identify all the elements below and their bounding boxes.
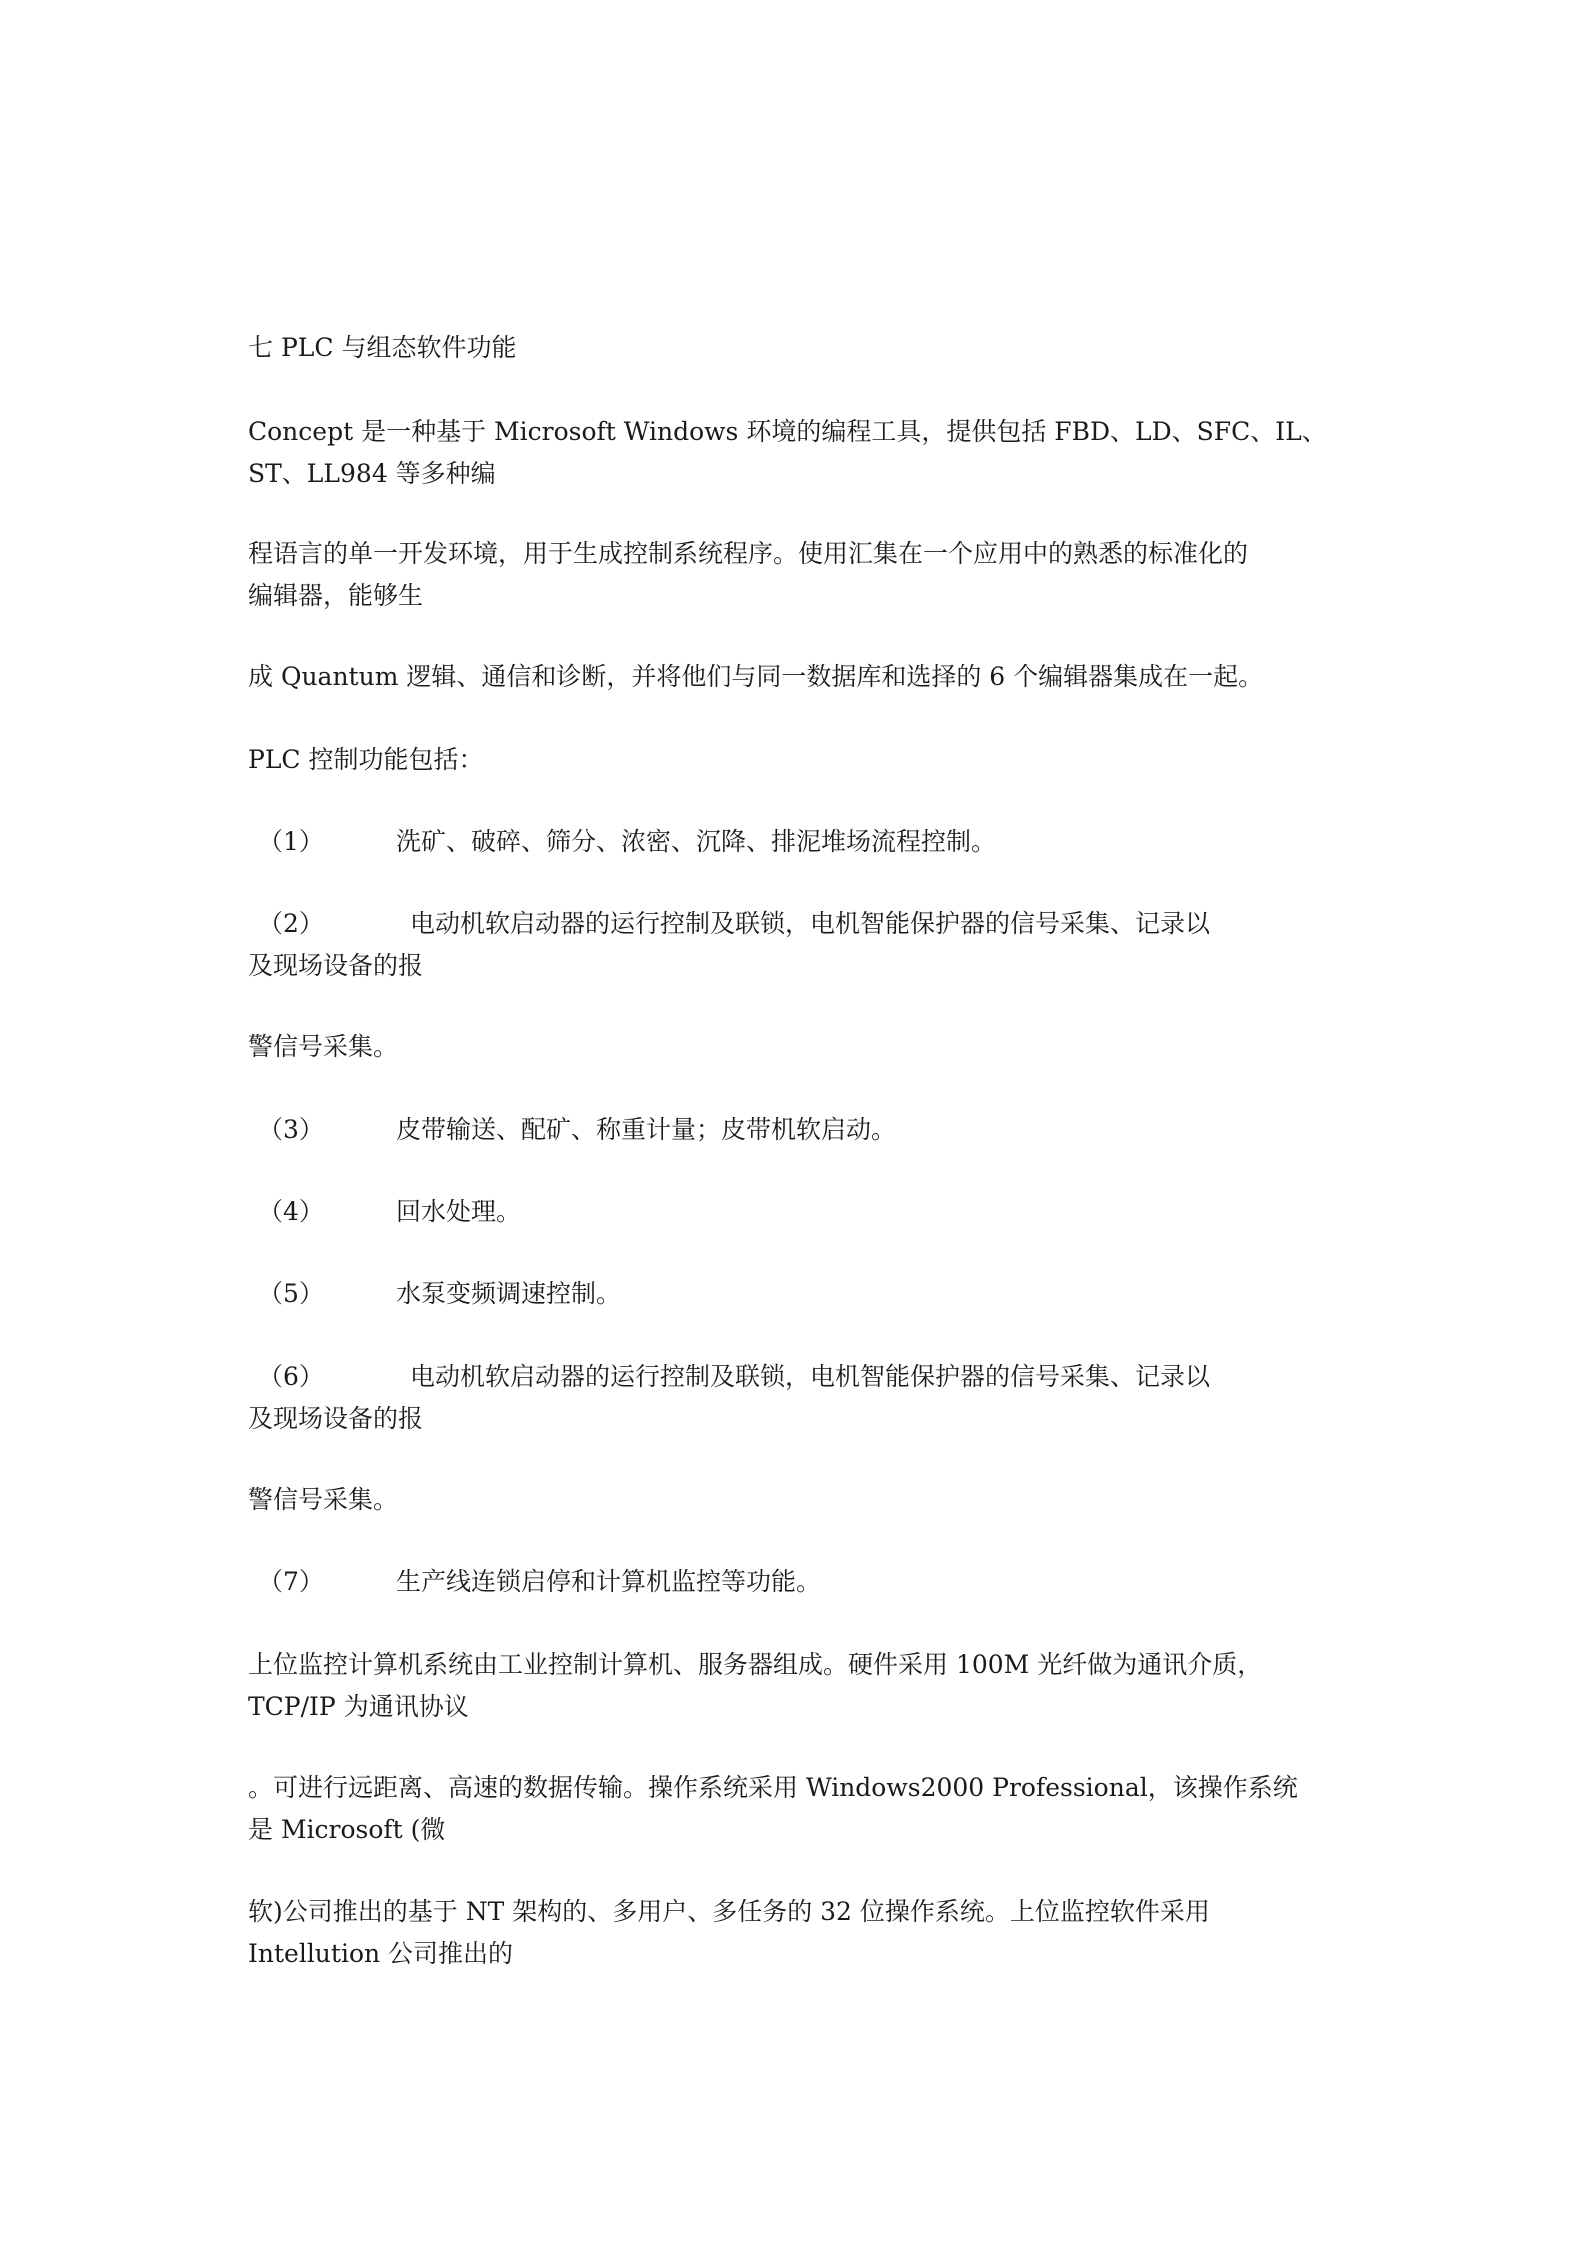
list-item [248, 1355, 1358, 1399]
list-item-text: 电动机软启动器的运行控制及联锁，电机智能保护器的信号采集、记录以 [410, 909, 1211, 938]
paragraph-3: 成 Quantum 逻辑、通信和诊断，并将他们与同一数据库和选择的 6 个编辑器集成在一起。 [248, 662, 1264, 691]
list-item-number: （6） [258, 1362, 324, 1391]
list-item [248, 1272, 1358, 1316]
list-item [248, 1190, 1358, 1234]
list-item-continuation: 警信号采集。 [248, 1485, 399, 1514]
list-item-number: （3） [258, 1115, 324, 1144]
list-item-text: 水泵变频调速控制。 [396, 1279, 622, 1308]
paragraph-5-line-1: 。可进行远距离、高速的数据传输。操作系统采用 Windows2000 Professional，该操作系统 [248, 1773, 1298, 1802]
paragraph-5-line-2: 是 Microsoft (微 [248, 1815, 446, 1844]
list-item-text: 洗矿、破碎、筛分、浓密、沉降、排泥堆场流程控制。 [396, 827, 997, 856]
paragraph-2-line-2: 编辑器，能够生 [248, 581, 424, 610]
paragraph-6-line-2: Intellution 公司推出的 [248, 1939, 514, 1968]
list-item-number: （1） [258, 827, 324, 856]
list-item-text: 电动机软启动器的运行控制及联锁，电机智能保护器的信号采集、记录以 [410, 1362, 1211, 1391]
list-item-number: （5） [258, 1279, 324, 1308]
list-item-text: 回水处理。 [396, 1197, 522, 1226]
paragraph-4-line-1: 上位监控计算机系统由工业控制计算机、服务器组成。硬件采用 100M 光纤做为通讯介质， [248, 1650, 1263, 1679]
list-item-number: （7） [258, 1567, 324, 1596]
list-item-number: （4） [258, 1197, 324, 1226]
plc-intro: PLC 控制功能包括： [248, 745, 484, 774]
list-item-continuation: 及现场设备的报 [248, 951, 424, 980]
list-item-text: 生产线连锁启停和计算机监控等功能。 [396, 1567, 822, 1596]
section-heading: 七 PLC 与组态软件功能 [248, 333, 517, 362]
paragraph-2-line-1: 程语言的单一开发环境，用于生成控制系统程序。使用汇集在一个应用中的熟悉的标准化的 [248, 539, 1249, 568]
paragraph-1-line-2: ST、LL984 等多种编 [248, 459, 496, 488]
list-item-continuation: 警信号采集。 [248, 1032, 399, 1061]
paragraph-4-line-2: TCP/IP 为通讯协议 [248, 1692, 469, 1721]
paragraph-1-line-1: Concept 是一种基于 Microsoft Windows 环境的编程工具，提供包括 FBD、LD、SFC、IL、 [248, 417, 1327, 446]
list-item [248, 1108, 1358, 1152]
list-item-continuation: 及现场设备的报 [248, 1404, 424, 1433]
list-item [248, 902, 1358, 946]
list-item-number: （2） [258, 909, 324, 938]
paragraph-6-line-1: 软)公司推出的基于 NT 架构的、多用户、多任务的 32 位操作系统。上位监控软件采用 [248, 1897, 1210, 1926]
list-item [248, 1560, 1358, 1604]
list-item [248, 820, 1358, 864]
list-item-text: 皮带输送、配矿、称重计量；皮带机软启动。 [396, 1115, 897, 1144]
